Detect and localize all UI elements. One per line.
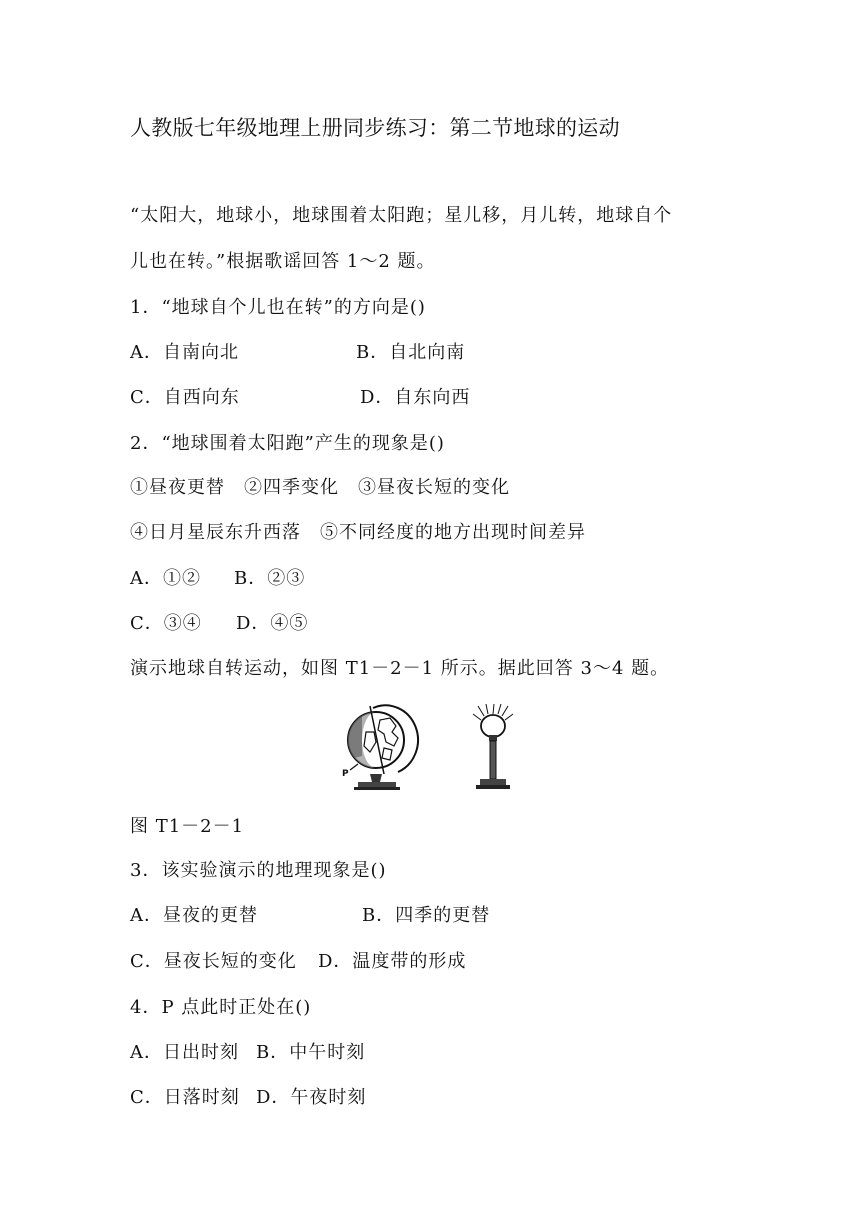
question-3-option-b: B．四季的更替 [362, 905, 491, 926]
point-p-label: P [342, 769, 349, 779]
question-2-items-2: ④日月星辰东升西落 ⑤不同经度的地方出现时间差异 [130, 522, 586, 543]
question-3-option-d: D．温度带的形成 [318, 951, 467, 972]
intro-line-2: 儿也在转。”根据歌谣回答 1～2 题。 [130, 251, 436, 272]
intro-line-3: 演示地球自转运动，如图 T1－2－1 所示。据此回答 3～4 题。 [130, 658, 670, 679]
question-3-option-a: A．昼夜的更替 [130, 905, 258, 926]
lamp-icon [473, 704, 513, 789]
document-title: 人教版七年级地理上册同步练习：第二节地球的运动 [130, 116, 620, 140]
question-2-stem: 2．“地球围着太阳跑”产生的现象是() [130, 433, 445, 454]
question-2-option-c: C．③④ [130, 613, 202, 634]
question-3-option-c: C．昼夜长短的变化 [130, 951, 297, 972]
question-1-stem: 1．“地球自个儿也在转”的方向是() [130, 297, 426, 318]
globe-lamp-illustration [340, 702, 530, 794]
question-2-option-d: D．④⑤ [236, 613, 309, 634]
intro-line-1: “太阳大，地球小，地球围着太阳跑；星儿移，月儿转，地球自个 [130, 205, 673, 226]
question-1-option-d: D．自东向西 [360, 387, 471, 408]
question-2-option-a: A．①② [130, 568, 201, 589]
question-4-option-b: B．中午时刻 [256, 1042, 366, 1063]
globe-lamp-figure [340, 702, 530, 794]
question-4-option-a: A．日出时刻 [130, 1042, 239, 1063]
question-4-option-c: C．日落时刻 [130, 1087, 240, 1108]
question-2-option-b: B．②③ [234, 568, 306, 589]
question-3-stem: 3．该实验演示的地理现象是() [130, 860, 387, 881]
question-1-option-a: A．自南向北 [130, 342, 239, 363]
figure-caption: 图 T1－2－1 [130, 816, 245, 837]
question-1-option-c: C．自西向东 [130, 387, 240, 408]
question-1-option-b: B．自北向南 [356, 342, 466, 363]
question-4-stem: 4．P 点此时正处在() [130, 997, 312, 1018]
question-4-option-d: D．午夜时刻 [256, 1087, 367, 1108]
question-2-items-1: ①昼夜更替 ②四季变化 ③昼夜长短的变化 [130, 477, 510, 498]
globe-icon [348, 705, 418, 790]
